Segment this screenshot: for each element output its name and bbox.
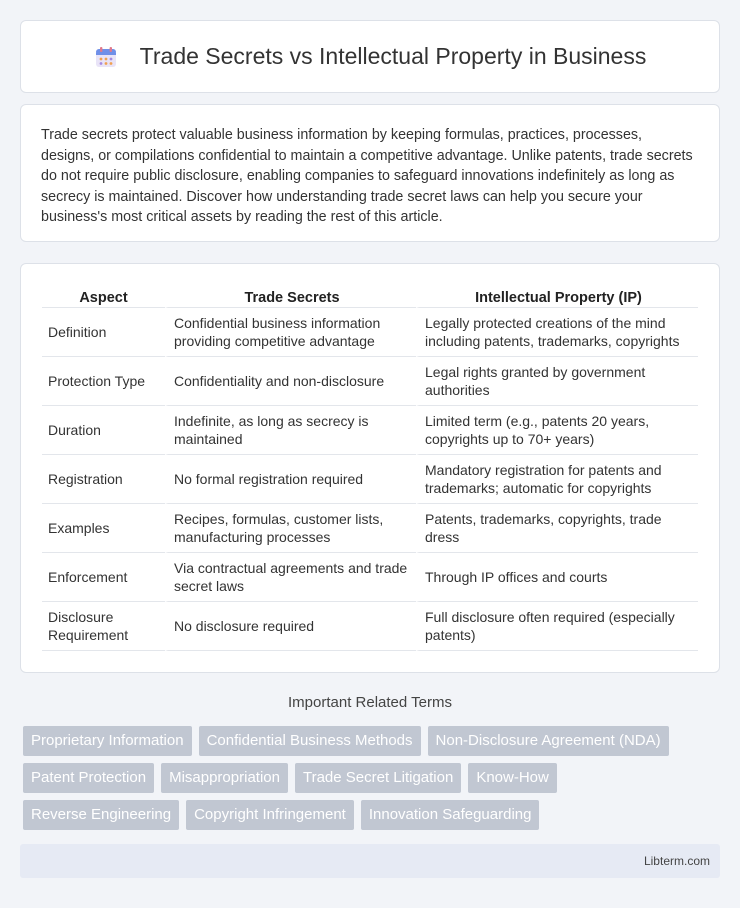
row-aspect: Registration bbox=[42, 455, 165, 504]
tag-row bbox=[23, 800, 723, 830]
tag-confidential-business-methods[interactable]: Confidential Business Methods bbox=[199, 726, 421, 756]
row-trade-secrets: Via contractual agreements and trade secret laws bbox=[165, 553, 416, 602]
tag-patent-protection[interactable]: Patent Protection bbox=[23, 763, 154, 793]
row-trade-secrets: Confidentiality and non-disclosure bbox=[165, 357, 416, 406]
footer-brand[interactable]: Libterm.com bbox=[643, 854, 710, 868]
tag-proprietary-information[interactable]: Proprietary Information bbox=[23, 726, 192, 756]
footer bbox=[20, 844, 720, 878]
row-aspect: Disclosure Requirement bbox=[42, 602, 165, 651]
row-ip: Full disclosure often required (especially patents) bbox=[416, 602, 698, 651]
title-wrap bbox=[94, 43, 647, 70]
table-header-row bbox=[42, 284, 698, 308]
row-ip: Legal rights granted by government authorities bbox=[416, 357, 698, 406]
intro-card bbox=[20, 104, 720, 242]
column-header-aspect: Aspect bbox=[42, 284, 165, 308]
page-title: Trade Secrets vs Intellectual Property in Business bbox=[139, 43, 647, 69]
header-card bbox=[20, 20, 720, 93]
row-aspect: Protection Type bbox=[42, 357, 165, 406]
table-row bbox=[42, 308, 698, 357]
comparison-table-card bbox=[20, 263, 720, 673]
table-row bbox=[42, 553, 698, 602]
tag-know-how[interactable]: Know-How bbox=[468, 763, 557, 793]
tag-copyright-infringement[interactable]: Copyright Infringement bbox=[186, 800, 354, 830]
related-terms-tags bbox=[23, 726, 723, 837]
tag-row bbox=[23, 763, 723, 793]
tag-nda[interactable]: Non-Disclosure Agreement (NDA) bbox=[428, 726, 669, 756]
row-ip: Mandatory registration for patents and trademarks; automatic for copyrights bbox=[416, 455, 698, 504]
intro-paragraph: Trade secrets protect valuable business information by keeping formulas, practices, processes, designs, or compilations confidential to maintain a competitive advantage. Unlike patents, trade secrets do not require public disclosure, enabling companies to safeguard innovations indefinitely as long as secrecy is maintained. Discover how understanding trade secret laws can help you secure your business's most critical assets by reading the rest of this article. bbox=[41, 127, 693, 226]
table-row bbox=[42, 602, 698, 651]
row-trade-secrets: Confidential business information providing competitive advantage bbox=[165, 308, 416, 357]
comparison-table bbox=[42, 284, 698, 651]
tag-row bbox=[23, 726, 723, 756]
tag-reverse-engineering[interactable]: Reverse Engineering bbox=[23, 800, 179, 830]
tag-misappropriation[interactable]: Misappropriation bbox=[161, 763, 288, 793]
row-trade-secrets: Recipes, formulas, customer lists, manufacturing processes bbox=[165, 504, 416, 553]
table-row bbox=[42, 455, 698, 504]
row-trade-secrets: No formal registration required bbox=[165, 455, 416, 504]
column-header-ip: Intellectual Property (IP) bbox=[416, 284, 698, 308]
tag-trade-secret-litigation[interactable]: Trade Secret Litigation bbox=[295, 763, 461, 793]
calendar-icon bbox=[94, 45, 118, 69]
row-ip: Patents, trademarks, copyrights, trade dress bbox=[416, 504, 698, 553]
table-row bbox=[42, 357, 698, 406]
column-header-trade-secrets: Trade Secrets bbox=[165, 284, 416, 308]
row-ip: Legally protected creations of the mind including patents, trademarks, copyrights bbox=[416, 308, 698, 357]
row-aspect: Definition bbox=[42, 308, 165, 357]
table-row bbox=[42, 504, 698, 553]
row-aspect: Examples bbox=[42, 504, 165, 553]
row-ip: Through IP offices and courts bbox=[416, 553, 698, 602]
table-row bbox=[42, 406, 698, 455]
related-terms-title: Important Related Terms bbox=[288, 694, 452, 711]
tag-innovation-safeguarding[interactable]: Innovation Safeguarding bbox=[361, 800, 540, 830]
row-ip: Limited term (e.g., patents 20 years, copyrights up to 70+ years) bbox=[416, 406, 698, 455]
row-trade-secrets: No disclosure required bbox=[165, 602, 416, 651]
row-trade-secrets: Indefinite, as long as secrecy is maintained bbox=[165, 406, 416, 455]
row-aspect: Enforcement bbox=[42, 553, 165, 602]
row-aspect: Duration bbox=[42, 406, 165, 455]
